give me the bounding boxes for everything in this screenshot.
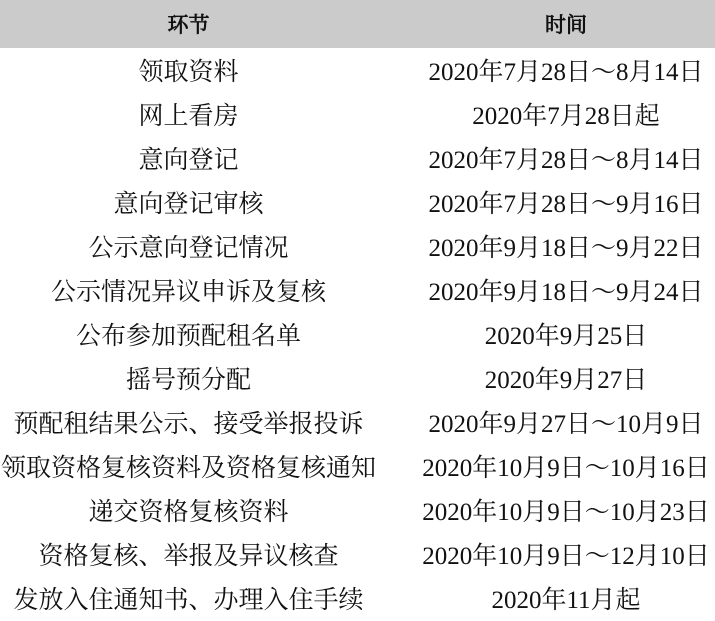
- time-cell: 2020年9月27日: [484, 367, 648, 394]
- step-cell: 递交资格复核资料: [88, 499, 289, 526]
- table-row: [0, 180, 715, 224]
- table-row: [0, 312, 715, 356]
- table-row: [0, 224, 715, 268]
- time-cell: 2020年7月28日～8月14日: [428, 59, 704, 86]
- step-cell: 公示情况异议申诉及复核: [50, 279, 326, 306]
- table-row: [0, 356, 715, 400]
- column-header-time: 时间: [545, 14, 587, 37]
- step-cell: 网上看房: [138, 103, 239, 130]
- step-cell: 意向登记审核: [113, 191, 264, 218]
- table-row: [0, 444, 715, 488]
- step-cell: 领取资料: [138, 59, 239, 86]
- time-cell: 2020年10月9日～12月10日: [422, 543, 710, 570]
- time-cell: 2020年9月25日: [484, 323, 648, 350]
- time-cell: 2020年7月28日～8月14日: [428, 147, 704, 174]
- time-cell: 2020年9月27日～10月9日: [428, 411, 704, 438]
- time-cell: 2020年9月18日～9月22日: [428, 235, 704, 262]
- table-row: [0, 576, 715, 620]
- table-body: [0, 48, 715, 620]
- time-cell: 2020年9月18日～9月24日: [428, 279, 704, 306]
- table-row: [0, 488, 715, 532]
- table-row: [0, 532, 715, 576]
- time-cell: 2020年10月9日～10月16日: [422, 455, 710, 482]
- step-cell: 发放入住通知书、办理入住手续: [13, 587, 364, 614]
- step-cell: 公示意向登记情况: [88, 235, 289, 262]
- column-header-step: 环节: [167, 14, 210, 37]
- time-cell: 2020年11月起: [491, 587, 641, 614]
- table-header-row: [0, 0, 715, 48]
- step-cell: 意向登记: [138, 147, 239, 174]
- step-cell: 公布参加预配租名单: [75, 323, 301, 350]
- table-row: [0, 268, 715, 312]
- time-cell: 2020年7月28日起: [472, 103, 660, 130]
- step-cell: 领取资格复核资料及资格复核通知: [0, 455, 376, 482]
- step-cell: 资格复核、举报及异议核查: [38, 543, 339, 570]
- table-row: [0, 92, 715, 136]
- step-cell: 摇号预分配: [125, 367, 251, 394]
- step-cell: 预配租结果公示、接受举报投诉: [13, 411, 364, 438]
- table-row: [0, 136, 715, 180]
- table-row: [0, 48, 715, 92]
- time-cell: 2020年10月9日～10月23日: [422, 499, 710, 526]
- table-row: [0, 400, 715, 444]
- time-cell: 2020年7月28日～9月16日: [428, 191, 704, 218]
